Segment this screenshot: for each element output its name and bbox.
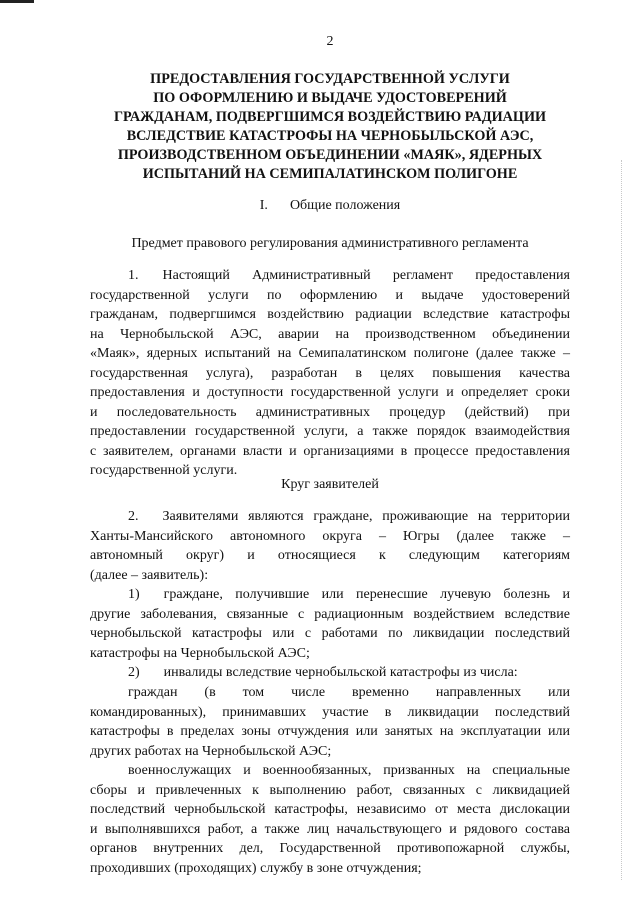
paragraph-line: [90, 266, 570, 286]
sub-item-servicemen: [90, 761, 570, 878]
paragraph-line: [90, 585, 570, 605]
paragraph-1: [90, 266, 570, 481]
paragraph-line: катастрофы в пределах зоны отчуждения или занятых на эксплуатации или: [90, 724, 570, 739]
section-number: I.: [259, 198, 268, 213]
title-line: ИСПЫТАНИЙ НА СЕМИПАЛАТИНСКОМ ПОЛИГОНЕ: [142, 166, 518, 182]
paragraph-line: граждан (в том числе временно направленных или: [128, 685, 570, 700]
title-line: ПО ОФОРМЛЕНИЮ И ВЫДАЧЕ УДОСТОВЕРЕНИЙ: [153, 90, 507, 106]
title-line: ПРОИЗВОДСТВЕННОМ ОБЪЕДИНЕНИИ «МАЯК», ЯДЕРНЫХ: [117, 147, 543, 163]
paragraph-line: военнослужащих и военнообязанных, призванных на специальные: [128, 763, 570, 778]
paragraph-line: катастрофы на Чернобыльской АЭС;: [90, 645, 310, 661]
subheading-applicants: Круг заявителей: [281, 477, 379, 492]
paragraph-line: других работах на Чернобыльской АЭС;: [90, 743, 332, 759]
paragraph-line: государственной услуги.: [90, 463, 238, 478]
scan-edge-mark: [0, 0, 34, 3]
title-line: ПРЕДОСТАВЛЕНИЯ ГОСУДАРСТВЕННОЙ УСЛУГИ: [150, 71, 510, 87]
item-number: 2): [128, 665, 140, 680]
paragraph-line: на Чернобыльской АЭС, аварии на производственном объединении: [90, 326, 570, 342]
paragraph-line: и выполнявшихся работ, а также лиц начальствующего и рядового состава: [90, 821, 570, 837]
paragraph-number: 2.: [128, 509, 139, 524]
paragraph-line: предоставлении государственной услуги, а также порядок взаимодействия: [90, 424, 570, 439]
paragraph-line: Ханты-Мансийского автономного округа – Югры (далее также –: [90, 528, 570, 544]
paragraph-text: Заявителями являются граждане, проживающие на территории: [162, 509, 570, 524]
paragraph-line: командированных), принимавших участие в ликвидации последствий: [90, 704, 570, 720]
paragraph-text: граждане, получившие или перенесшие лучевую болезнь и: [163, 587, 570, 602]
paragraph-line: гражданам, подвергшимся воздействию радиации вследствие катастрофы: [90, 307, 570, 322]
paragraph-line: и последовательность административных процедур (действий) при: [90, 404, 570, 420]
subheading-regulation-subject: Предмет правового регулирования административного регламента: [131, 236, 529, 251]
paragraph-number: 1.: [128, 268, 139, 283]
title-line: ГРАЖДАНАМ, ПОДВЕРГШИМСЯ ВОЗДЕЙСТВИЮ РАДИАЦИИ: [113, 109, 547, 125]
paragraph-line: с заявителем, органами власти и организациями в процессе предоставления: [90, 443, 570, 459]
section-heading: [90, 196, 570, 216]
section-title: Общие положения: [289, 198, 401, 213]
document-title: [82, 70, 578, 184]
item-number: 1): [128, 587, 140, 602]
scan-edge-dots: [620, 160, 622, 880]
paragraph-line: органов внутренних дел, Государственной противопожарной службы,: [90, 841, 570, 856]
paragraph-line: чернобыльской катастрофы или с работами по ликвидации последствий: [90, 626, 570, 641]
paragraph-text: Настоящий Административный регламент предоставления: [162, 268, 570, 283]
sub-item-citizens: [90, 683, 570, 761]
paragraph-line: (далее – заявитель):: [90, 567, 209, 583]
page-number: 2: [326, 34, 334, 49]
paragraph-line: сборы и привлеченных к выполнению работ, связанных с ликвидацией: [90, 782, 570, 798]
paragraph-text: инвалиды вследствие чернобыльской катастрофы из числа:: [163, 665, 518, 680]
paragraph-line: автономный округ) и относящиеся к следующим категориям: [90, 548, 570, 563]
paragraph-line: государственная услуга), разработан в целях повышения качества: [90, 365, 570, 381]
paragraph-line: последствий чернобыльской катастрофы, независимо от места дислокации: [90, 802, 570, 817]
paragraph-line: [90, 663, 570, 683]
list-item-1: [90, 585, 570, 663]
paragraph-line: проходивших (проходящих) службу в зоне отчуждения;: [90, 860, 422, 876]
list-item-2: [90, 663, 570, 683]
paragraph-line: другие заболевания, связанные с радиационным воздействием вследствие: [90, 606, 570, 622]
paragraph-line: государственной услуги по оформлению и выдаче удостоверений: [90, 287, 570, 303]
title-line: ВСЛЕДСТВИЕ КАТАСТРОФЫ НА ЧЕРНОБЫЛЬСКОЙ АЭС,: [126, 128, 534, 144]
paragraph-line: предоставления и доступности государственной услуги и определяет сроки: [90, 385, 570, 400]
paragraph-2: [90, 507, 570, 585]
paragraph-line: «Маяк», ядерных испытаний на Семипалатинском полигоне (далее также –: [90, 346, 570, 361]
paragraph-line: [90, 507, 570, 527]
